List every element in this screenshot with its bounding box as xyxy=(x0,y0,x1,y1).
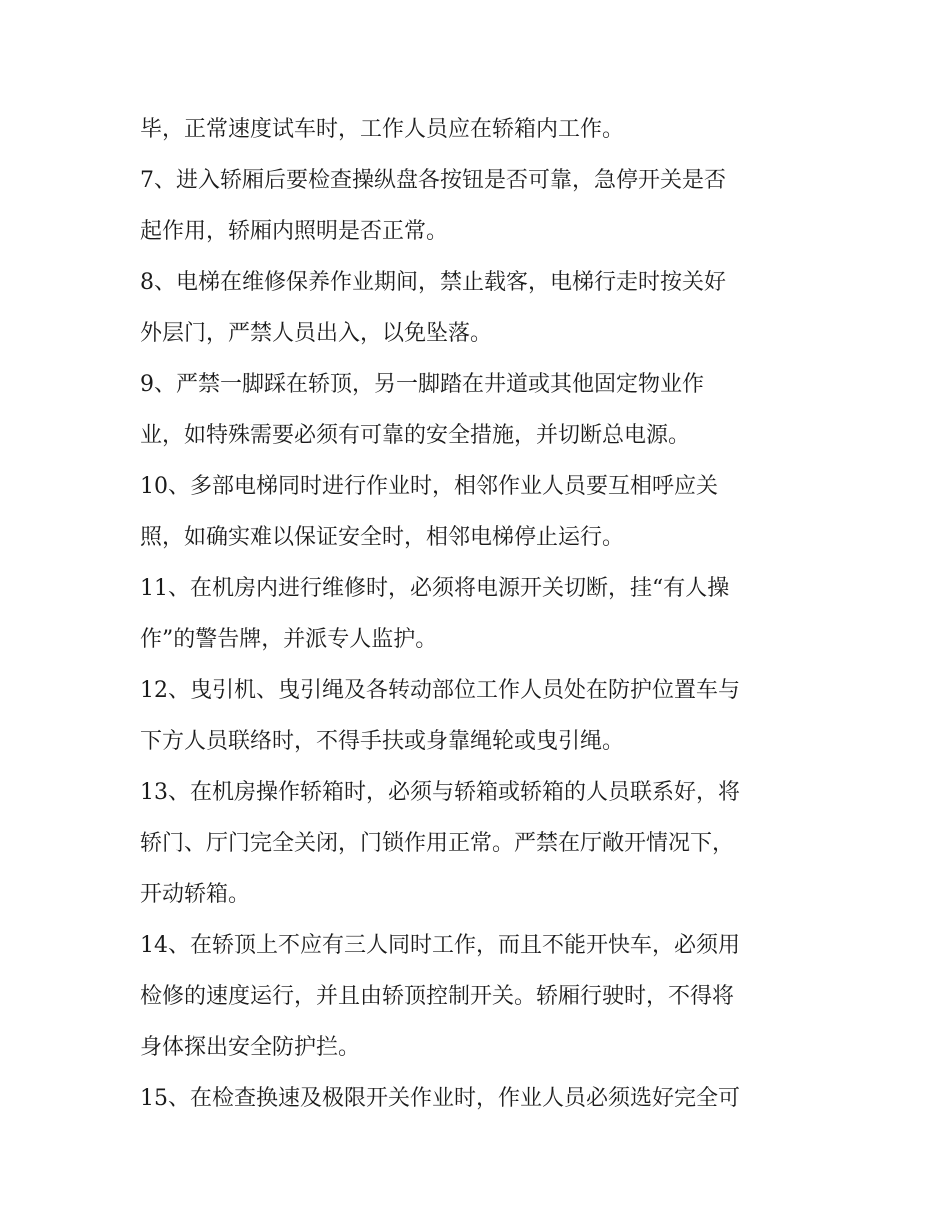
text-line: 照，如确实难以保证安全时，相邻电梯停止运行。 xyxy=(140,525,625,550)
text-line: 12、曳引机、曳引绳及各转动部位工作人员处在防护位置车与 xyxy=(140,678,740,703)
text-line: 13、在机房操作轿箱时，必须与轿箱或轿箱的人员联系好，将 xyxy=(140,780,740,805)
text-line: 下方人员联络时，不得手扶或身靠绳轮或曳引绳。 xyxy=(140,729,625,754)
text-line: 起作用，轿厢内照明是否正常。 xyxy=(140,219,449,244)
text-line: 身体探出安全防护拦。 xyxy=(140,1035,361,1060)
text-line: 检修的速度运行，并且由轿顶控制开关。轿厢行驶时，不得将 xyxy=(140,984,735,1009)
text-line: 9、严禁一脚踩在轿顶，另一脚踏在井道或其他固定物业作 xyxy=(140,372,704,397)
text-line: 开动轿箱。 xyxy=(140,882,251,907)
text-line: 毕，正常速度试车时，工作人员应在轿箱内工作。 xyxy=(140,117,625,142)
text-line: 8、电梯在维修保养作业期间，禁止载客，电梯行走时按关好 xyxy=(140,270,726,295)
text-line: 轿门、厅门完全关闭，门锁作用正常。严禁在厅敞开情况下， xyxy=(140,831,735,856)
text-line: 10、多部电梯同时进行作业时，相邻作业人员要互相呼应关 xyxy=(140,474,718,499)
text-line: 15、在检查换速及极限开关作业时，作业人员必须选好完全可 xyxy=(140,1086,740,1111)
text-line: 11、在机房内进行维修时，必须将电源开关切断，挂“有人操 xyxy=(140,576,730,601)
text-line: 14、在轿顶上不应有三人同时工作，而且不能开快车，必须用 xyxy=(140,933,740,958)
text-line: 作”的警告牌，并派专人监护。 xyxy=(140,627,438,652)
text-line: 外层门，严禁人员出入，以免坠落。 xyxy=(140,321,493,346)
text-line: 7、进入轿厢后要检查操纵盘各按钮是否可靠，急停开关是否 xyxy=(140,168,726,193)
document-body xyxy=(140,104,820,1124)
text-line: 业，如特殊需要必须有可靠的安全措施，并切断总电源。 xyxy=(140,423,691,448)
